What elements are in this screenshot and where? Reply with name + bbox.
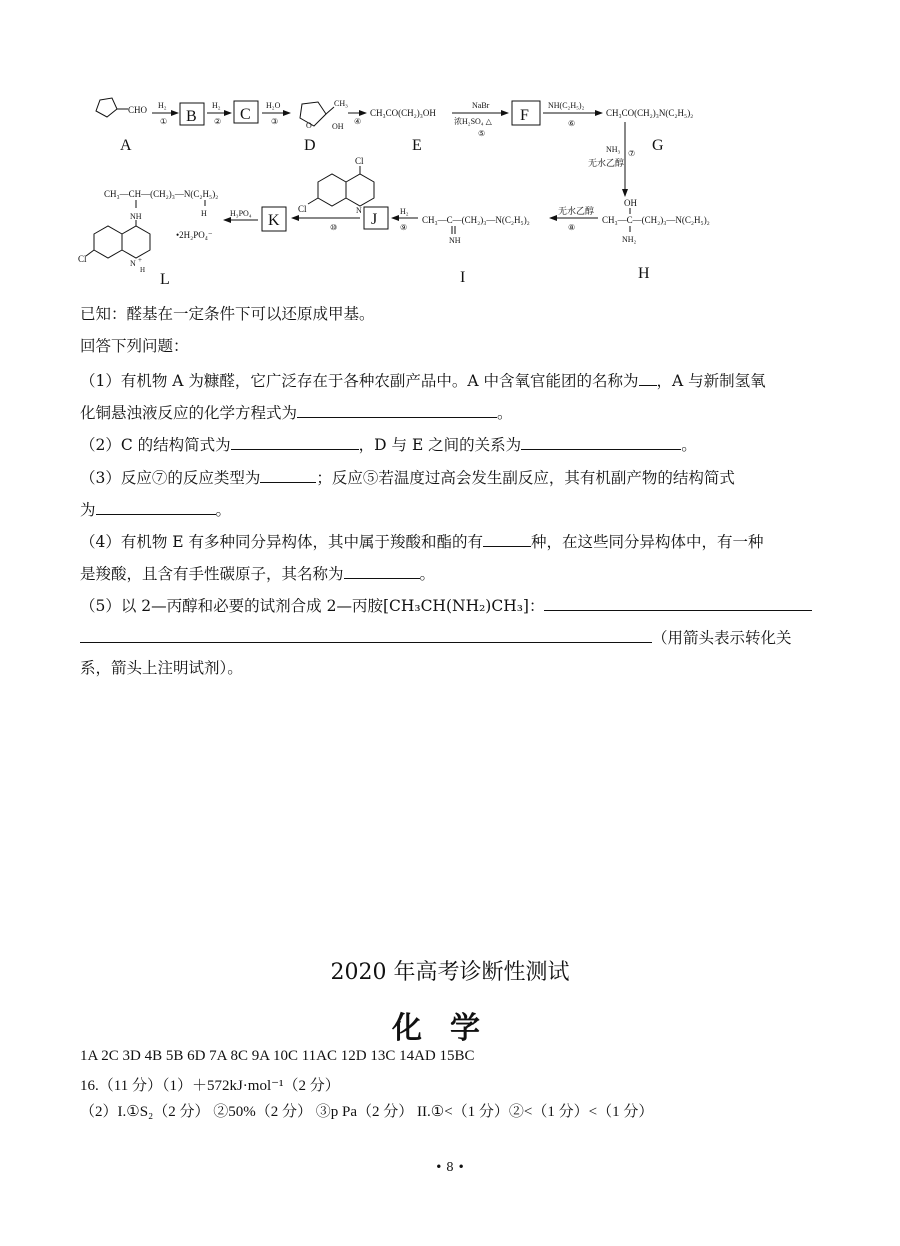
q4-line1 (80, 530, 825, 552)
h-oh: OH (624, 198, 637, 208)
l-nplus-h: H (140, 266, 146, 274)
quinoline-l-right (122, 226, 150, 258)
d-ch3: CH₃ (334, 99, 348, 108)
label-c: C (240, 106, 251, 123)
furan-ring (96, 98, 117, 117)
l-cl: Cl (78, 254, 87, 264)
q5-line3: 系，箭头上注明试剂）。 (80, 659, 243, 677)
q4c: 是羧酸，且含有手性碳原子，其名称为 (80, 565, 344, 583)
a-group: CHO (128, 105, 148, 115)
g-formula: CH₃CO(CH₂)₃N(C₂H₅)₂ (606, 108, 694, 118)
q1-line2 (80, 401, 825, 423)
synthesis-scheme (0, 0, 900, 300)
step-5: ⑤ (478, 129, 486, 138)
reagent-6: NH(C₂H₅)₂ (548, 101, 585, 110)
q4d: 。 (419, 565, 436, 583)
q5-line1 (80, 594, 825, 616)
step-6: ⑥ (568, 119, 576, 128)
step-3: ③ (271, 117, 279, 126)
q3-line2 (80, 498, 825, 520)
answer-16b: （2）I.①S₂（2 分） ②50%（2 分） ③p Pa（2 分） II.①<（1 分）②<（1 分）<（1 分） (80, 1104, 654, 1120)
h-main: CH₃—C—(CH₂)₃—N(C₂H₅)₂ (602, 215, 710, 225)
q1b: ，A 与新制氢氧 (656, 372, 766, 390)
q3d: 。 (215, 501, 232, 519)
q2-blank1[interactable] (231, 433, 359, 450)
label-k: K (268, 212, 280, 229)
step-7: ⑦ (628, 149, 636, 158)
q3a: （3）反应⑦的反应类型为 (80, 469, 261, 487)
q2a: （2）C 的结构简式为 (80, 436, 231, 454)
reagent-2: H₂ (212, 101, 221, 110)
q2c: 。 (681, 436, 697, 454)
q4-blank2[interactable] (344, 562, 420, 579)
q4-line2 (80, 562, 825, 584)
thf-ring (300, 102, 326, 126)
label-d: D (304, 137, 316, 154)
d-o: O (306, 121, 312, 130)
q1d: 。 (497, 404, 513, 422)
known-note: 已知：醛基在一定条件下可以还原成甲基。 (80, 305, 375, 323)
q5-blank1[interactable] (544, 594, 812, 611)
h-nh2: NH₂ (622, 235, 637, 244)
q2-line (80, 433, 825, 455)
i-nh: NH (449, 236, 461, 245)
q5-line2 (80, 626, 825, 648)
d-oh: OH (332, 122, 344, 131)
label-l: L (160, 271, 170, 288)
step-9: ⑨ (400, 223, 408, 232)
e-formula: CH₃CO(CH₂)₃OH (370, 108, 436, 118)
quinoline-n: N (356, 206, 362, 215)
quinoline-right-ring (346, 174, 374, 206)
q4b: 种，在这些同分异构体中，有一种 (531, 533, 764, 551)
q5b: （用箭头表示转化关 (652, 629, 792, 647)
quinoline-l-left (94, 226, 122, 258)
q5a: （5）以 2—丙醇和必要的试剂合成 2—丙胺[CH₃CH(NH₂)CH₃]： (80, 597, 545, 615)
q2b: ，D 与 E 之间的关系为 (358, 436, 522, 454)
q3c: 为 (80, 501, 96, 519)
step-2: ② (214, 117, 222, 126)
q2-blank2[interactable] (521, 433, 681, 450)
l-h: H (201, 209, 207, 218)
q1-line1 (80, 369, 825, 391)
answer-16: 16.（11 分）（1）＋572kJ·mol⁻¹（2 分） (80, 1078, 340, 1094)
reagent-9: H₂ (400, 207, 409, 216)
reagent-5b: 浓H₂SO₄ △ (454, 117, 492, 126)
answer-title: 2020 年高考诊断性测试 (330, 960, 570, 985)
answer-intro: 回答下列问题： (80, 337, 189, 355)
reagent-8: 无水乙醇 (558, 206, 595, 216)
q1-blank2[interactable] (297, 401, 497, 418)
q3-blank2[interactable] (96, 498, 216, 515)
q3b: ；反应⑤若温度过高会发生副反应，其有机副产物的结构简式 (316, 469, 735, 487)
label-i: I (460, 269, 466, 286)
quinoline-cl-top: Cl (355, 156, 364, 166)
reagent-3: H₂O (266, 101, 281, 110)
q1c: 化铜悬浊液反应的化学方程式为 (80, 404, 298, 422)
l-plus: + (138, 256, 142, 264)
q1-blank1[interactable] (639, 369, 657, 386)
label-g: G (652, 137, 664, 154)
subject-title: 化学 (392, 1011, 508, 1046)
reagent-7b: 无水乙醇 (588, 158, 625, 168)
step-10: ⑩ (330, 223, 338, 232)
step-1: ① (160, 117, 168, 126)
q1a: （1）有机物 A 为糠醛，它广泛存在于各种农副产品中。A 中含氧官能团的名称为 (80, 372, 639, 390)
q4-blank1[interactable] (483, 530, 531, 547)
reagent-11: H₃PO₄ (230, 209, 252, 218)
page-number: • 8 • (435, 1160, 465, 1174)
step-4: ④ (354, 117, 362, 126)
label-j: J (371, 211, 378, 228)
label-h: H (638, 265, 650, 282)
i-main: CH₃—C—(CH₂)₃—N(C₂H₅)₂ (422, 215, 530, 225)
q3-blank1[interactable] (260, 466, 316, 483)
label-f: F (520, 107, 529, 124)
l-n: N (130, 259, 136, 268)
reagent-5a: NaBr (472, 101, 490, 110)
quinoline-left-ring (318, 174, 346, 206)
l-salt: •2H₂PO₄⁻ (176, 230, 213, 240)
l-nh: NH (130, 212, 142, 221)
reagent-1: H₂ (158, 101, 167, 110)
label-e: E (412, 137, 422, 154)
q4a: （4）有机物 E 有多种同分异构体，其中属于羧酸和酯的有 (80, 533, 484, 551)
mc-answers: 1A 2C 3D 4B 5B 6D 7A 8C 9A 10C 11AC 12D 13C 14AD 15BC (80, 1048, 475, 1064)
q3-line1 (80, 466, 825, 488)
l-top: CH₃—CH—(CH₂)₃—N(C₂H₅)₂ (104, 189, 219, 199)
label-b: B (186, 108, 197, 125)
reagent-7a: NH₃ (606, 145, 621, 154)
quinoline-cl-left: Cl (298, 204, 307, 214)
q5-blank2[interactable] (80, 626, 652, 643)
label-a: A (120, 137, 132, 154)
step-8: ⑧ (568, 223, 576, 232)
